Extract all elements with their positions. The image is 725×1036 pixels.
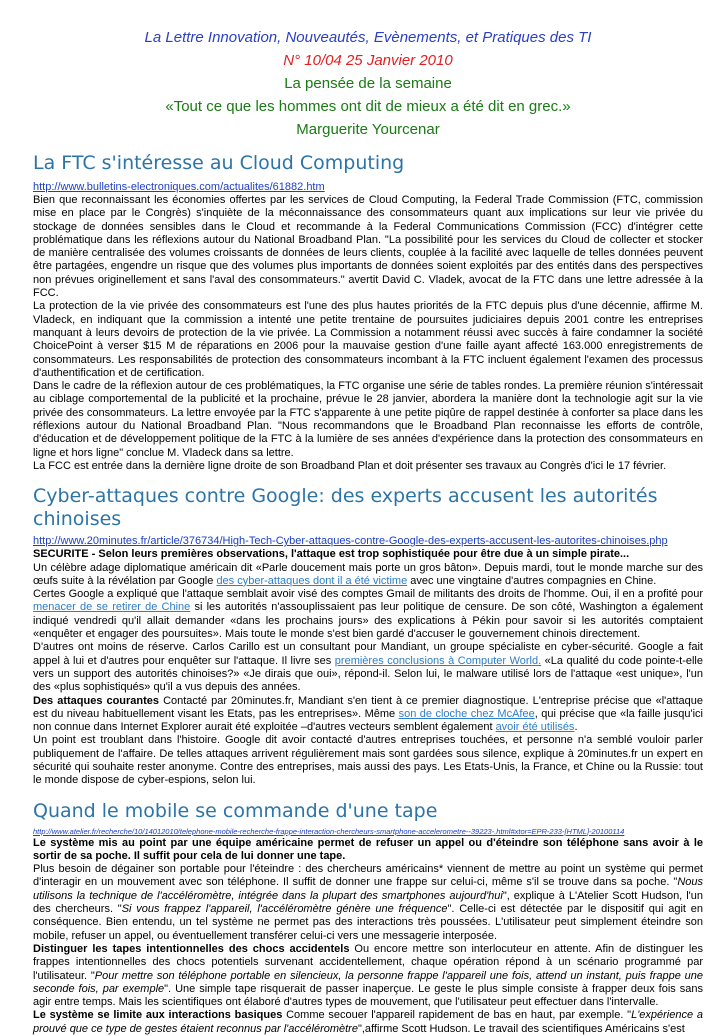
article-lead: SECURITE - Selon leurs premières observations, l'attaque est trop sophistiquée pour être due à un simple pirate... bbox=[33, 548, 630, 561]
text: ". Une simple tape risquerait de passer inaperçue. Le geste le plus simple consiste à frapper deux fois sans agir entre temps. Mais les scientifiques ont élaboré d'autres types de mouvement, que l'utilisateur peut effectuer dans l'intervalle. bbox=[33, 982, 703, 1009]
text: Contacté par 20minutes.fr, Mandiant s'en tient à ce premier diagnostique. L'entreprise précise que «l'attaque est du niveau habituellement visant les Etats, pas les entreprises». Même bbox=[33, 694, 703, 720]
article-google-cyberattacks bbox=[33, 485, 703, 787]
text: ",affirme Scott Hudson. Le travail des scientifiques Américains s'est bbox=[357, 1022, 685, 1035]
inline-link[interactable]: premières conclusions à Computer World. bbox=[334, 654, 542, 667]
text: Un célèbre adage diplomatique américain dit «Parle doucement mais porte un gros bâton». Depuis mardi, tout le monde marche sur des œufs suite à la révélation par Google bbox=[33, 561, 703, 587]
text: Comme secouer l'appareil rapidement de bas en haut, par exemple. " bbox=[282, 1009, 632, 1022]
article-paragraph bbox=[33, 562, 703, 589]
article-paragraph: Un point est troublant dans l'histoire. Google dit avoir contacté d'autres entreprises touchées, et personne n'a semblé vouloir parler publiquement de l'affaire. De telles attaques arrivent régulièrement mais sont gardées sous silence, explique à 20minutes.fr un expert en sécurité qui souhaite rester anonyme. Contre des entreprises, mais aussi des pays. Les Etats-Unis, la France, et Chine ou la Russie: tout le monde dispose de cyber-espions, selon lui. bbox=[33, 734, 703, 787]
quote-author: Marguerite Yourcenar bbox=[296, 121, 440, 138]
article-paragraph bbox=[33, 863, 703, 943]
article-lead: Le système mis au point par une équipe américaine permet de refuser un appel ou d'éteindre son téléphone sans avoir à le sortir de sa poche. Il suffit pour cela de lui donner une tape. bbox=[33, 836, 703, 862]
article-paragraph: La FCC est entrée dans la dernière ligne droite de son Broadband Plan et doit présenter ses travaux au Congrès d'ici le 17 février. bbox=[33, 459, 667, 472]
article-paragraph bbox=[33, 641, 703, 694]
header bbox=[33, 28, 703, 140]
quote: «Tout ce que les hommes ont dit de mieux a été dit en grec.» bbox=[165, 98, 571, 115]
inline-link[interactable]: son de cloche chez McAfee bbox=[398, 707, 535, 720]
article-paragraph: Bien que reconnaissant les économies offertes par les services de Cloud Computing, la Federal Trade Commission (FTC, commission mise en place par le Congrès) s'inquiète de la méconnaissance des consommateurs quant aux implications sur leur vie privée du stockage de données sensibles dans le Cloud et recommande à la Federal Communications Commission (FCC) d'intégrer cette problématique dans les réflexions autour du National Broadband Plan. "La possibilité pour les services du Cloud de collecter et stocker de manière centralisée des volumes croissants de données de leurs clients, couplée à la facilité avec laquelle de telles données peuvent être partagées, engendre un risque que des volumes plus importants de données soient exploités par des entités dans des perspectives non prévues originellement et sans l'aval des consommateurs." avertit David C. Vladek, avocat de la FTC dans une lettre adressée à la FCC. bbox=[33, 194, 703, 300]
article-paragraph: La protection de la vie privée des consommateurs est l'une des plus hautes priorités de la FTC depuis plus d'une décennie, affirme M. Vladeck, en indiquant que la commission a intenté une petite trentaine de poursuites judiciaires depuis 2001 contre les entreprises manquant à leurs devoirs de protection de la vie privée. La Commission a notamment réussi avec succès à faire condamner la société ChoicePoint à verser $15 M de réparations en 2006 pour la mauvaise gestion d'une faille ayant affecté 163.000 enregistrements de consommateurs. Les responsabilités de protection des consommateurs incombant à la FTC incluent également l'examen des processus d'authentification et de certification. bbox=[33, 300, 703, 379]
article-ftc-cloud bbox=[33, 152, 703, 473]
quote-text: Pour mettre son téléphone portable en silencieux, la personne frappe l'appareil une fois, attend un instant, puis frappe une seconde fois, par exemple bbox=[33, 969, 703, 995]
quote-text: Nous utilisons la technique de l'accéléromètre, intégrée dans la plupart des smartphones aujourd'hui bbox=[33, 876, 703, 902]
issue-number: N° 10/04 25 Janvier 2010 bbox=[283, 52, 453, 69]
subheading: Le système se limite aux interactions basiques bbox=[33, 1009, 283, 1022]
article-url-link[interactable]: http://www.20minutes.fr/article/376734/High-Tech-Cyber-attaques-contre-Google-des-experts-accusent-les-autorites-chinoises.php bbox=[33, 535, 668, 548]
inline-link[interactable]: menacer de se retirer de Chine bbox=[33, 601, 191, 614]
text: . bbox=[574, 721, 578, 734]
article-title: La FTC s'intéresse au Cloud Computing bbox=[33, 152, 405, 174]
inline-link[interactable]: avoir été utilisés bbox=[495, 721, 575, 734]
article-paragraph bbox=[33, 943, 703, 1009]
subheading: Des attaques courantes bbox=[33, 694, 160, 707]
text: , qui précise que «la faille jusqu'ici non connue dans Internet Explorer aurait été exploitée –d'autres vecteurs semblent également bbox=[33, 707, 703, 734]
text: «La qualité du code pointe-t-elle vers un support des autorités chinoises?» «Je dirais que oui», répond-il. Selon lui, le malware utilisé lors de l'attaque «est unique», l'un des «plus sophistiqués» qu'il a vus depuis des années. bbox=[33, 654, 703, 694]
inline-link[interactable]: des cyber-attaques dont il a été victime bbox=[216, 574, 408, 587]
article-paragraph bbox=[33, 1009, 703, 1036]
newsletter-title: La Lettre Innovation, Nouveautés, Evènements, et Pratiques des TI bbox=[144, 29, 592, 46]
article-paragraph bbox=[33, 695, 703, 735]
subheading: Distinguer les tapes intentionnelles des chocs accidentels bbox=[33, 942, 350, 955]
quote-text: L'expérience a prouvé que ce type de gestes étaient reconnus par l'accéléromètre bbox=[33, 1009, 703, 1035]
text: ". Celle-ci est détectée par le dispositif qui agit en conséquence. Bien entendu, un tel système ne permet pas des interactions très poussées. L'utilisateur peut simplement éteindre son mobile, refuser un appel, ou éventuellement transférer celui-ci vers une messagerie interposée. bbox=[33, 903, 704, 942]
article-mobile-tap bbox=[33, 800, 703, 1036]
article-url-link[interactable]: http://www.atelier.fr/recherche/10/14012010/telephone-mobile-recherche-frappe-interaction-chercheurs-smartphone-accelerometre--39223-.html#xtor=EPR-233-[HTML]-20100114 bbox=[33, 826, 625, 836]
thought-label: La pensée de la semaine bbox=[284, 75, 452, 92]
article-paragraph: Dans le cadre de la réflexion autour de ces problématiques, la FTC organise une série de tables rondes. La première réunion s'intéressait au ciblage comportemental de la publicité et la prochaine, prévue le 28 janvier, abordera la manière dont la technologie agit sur la vie privée des consommateurs. La lettre envoyée par la FTC s'apparente à une petite piqûre de rappel destinée à conforter sa place dans les réflexions autour du National Broadband Plan. "Nous recommandons que le Broadband Plan reconnaisse les efforts de contrôle, d'éducation et de développement politique de la FTC à la lumière de ses années d'expérience dans la protection des consommateurs en ligne et hors ligne" conclue M. Vladeck dans sa lettre. bbox=[33, 380, 703, 459]
text: Plus besoin de dégainer son portable pour l'éteindre : des chercheurs américains* viennent de mettre au point un système qui permet d'interagir en un mouvement avec son téléphone. Il suffit de donner une frappe sur celui-ci, même s'il se trouve dans sa poche. " bbox=[33, 863, 703, 889]
text: Ou encore mettre son interlocuteur en attente. Afin de distinguer les frappes intentionnelles des chocs potentiels survenant accidentellement, chaque opération répond à un scénario programmé par l'utilisateur. " bbox=[33, 942, 703, 982]
text: D'autres ont moins de réserve. Carlos Carillo est un consultant pour Mandiant, un groupe spécialiste en cyber-sécurité. Google a fait appel à lui et d'autres pour enquêter sur l'attaque. Il livre ses bbox=[33, 641, 703, 667]
text: si les autorités n'assouplissaient pas leur politique de censure. De son côté, Washington a également indiqué vendredi qu'il allait demander «dans les prochains jours» des explications à Pékin pour savoir si les autorités comptaient «enquêter et engager des poursuites». Mais toute le monde s'est bien gardé d'accuser le gouvernement chinois directement. bbox=[33, 601, 703, 641]
text: ", explique à L'Atelier Scott Hudson, l'un des chercheurs. " bbox=[33, 889, 703, 916]
text: avec une vingtaine d'autres compagnies en Chine. bbox=[407, 574, 657, 587]
article-title: Cyber-attaques contre Google: des experts accusent les autorités chinoises bbox=[33, 485, 658, 531]
article-title: Quand le mobile se commande d'une tape bbox=[33, 799, 438, 822]
article-paragraph bbox=[33, 588, 703, 641]
article-url-link[interactable]: http://www.bulletins-electroniques.com/actualites/61882.htm bbox=[33, 181, 325, 193]
quote-text: Si vous frappez l'appareil, l'accéléromètre génère une fréquence bbox=[121, 903, 448, 916]
text: Certes Google a expliqué que l'attaque semblait avoir visé des comptes Gmail de militants des droits de l'homme. Oui, il en a profité pour bbox=[33, 588, 703, 601]
